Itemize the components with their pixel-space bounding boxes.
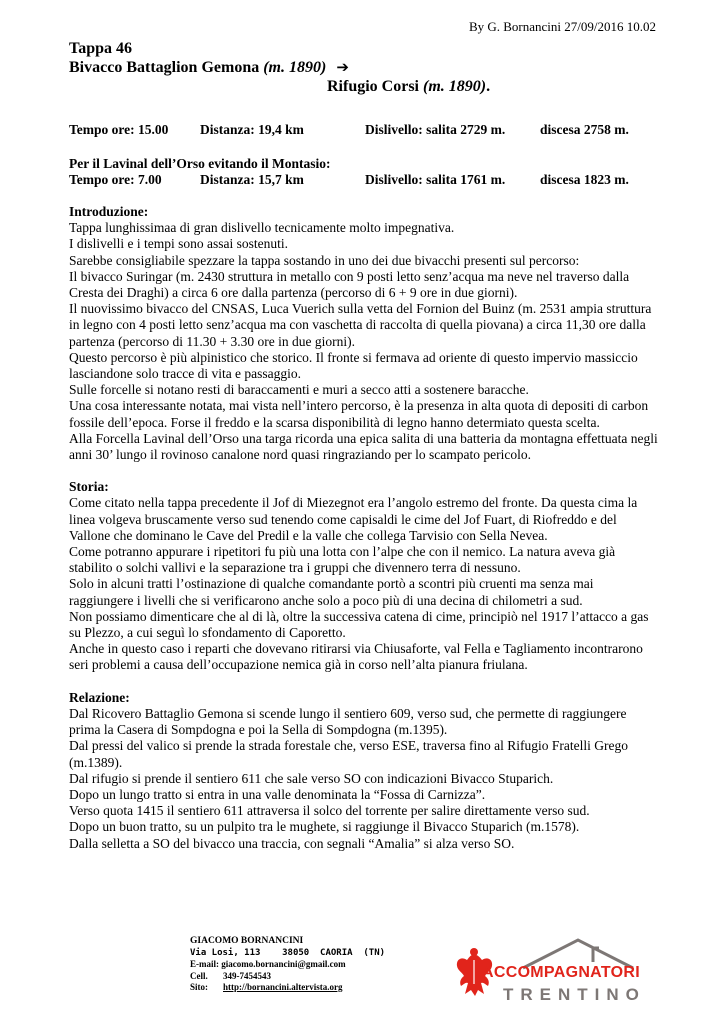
stage-end: Rifugio Corsi (m. 1890). <box>327 78 491 95</box>
paragraph: Sarebbe consigliabile spezzare la tappa sostando in uno dei due bivacchi presenti sul percorso: <box>69 252 580 268</box>
paragraph: Sulle forcelle si notano resti di baraccamenti e muri a secco atti a sostenere baracche. <box>69 382 529 398</box>
paragraph: Dal pressi del valico si prende la strada forestale che, verso ESE, traversa fino al Rifugio Fratelli Grego (m.1389). <box>69 738 628 770</box>
accompagnatori-trentino-logo <box>453 938 646 1008</box>
paragraph: Il nuovissimo bivacco del CNSAS, Luca Vuerich sulla vetta del Fornion del Buinz (m. 2531 ampia struttura in legno con 4 posti letto senz’acqua ma con vaschetta di raccolta di quella piovana) a circa 11,30 ore dalla partenza (percorso di 11.30 + 3.30 ore in due giorni). <box>69 301 652 349</box>
section-heading-introduzione: Introduzione: <box>69 204 149 219</box>
stats-main <box>69 122 669 138</box>
arrow-right-icon: ➔ <box>336 58 349 76</box>
logo-text-trentino: TRENTINO <box>503 985 646 1004</box>
site-label: Sito: <box>190 982 208 992</box>
author-name: GIACOMO BORNANCINI <box>190 936 304 946</box>
start-altitude: (m. 1890) <box>263 59 327 76</box>
stat-distance: Distanza: 19,4 km <box>200 122 304 137</box>
title-block <box>69 39 669 96</box>
stat-time: Tempo ore: 15.00 <box>69 122 169 137</box>
stat-alt-descent: discesa 1823 m. <box>540 172 629 187</box>
stats-alt-intro: Per il Lavinal dell’Orso evitando il Montasio: <box>69 156 331 171</box>
footer-contact <box>190 936 385 994</box>
body-text <box>69 204 659 852</box>
logo-text-accompagnatori: ACCOMPAGNATORI <box>482 964 640 981</box>
paragraph: Dal Ricovero Battaglio Gemona si scende lungo il sentiero 609, verso sud, che permette di raggiungere prima la Casera di Sompdogna e poi la Sella di Sompdogna (m.1395). <box>69 705 627 738</box>
paragraph: Verso quota 1415 il sentiero 611 attraversa il solco del torrente per salire direttamente verso sud. <box>69 803 590 819</box>
stats-alt <box>69 156 669 188</box>
paragraph: Una cosa interessante notata, mai vista nell’intero percorso, è la presenza in alta quota di depositi di carbon fossile dell’epoca. Forse il freddo e la scarsa disponibilità di legno hanno determiato questa scelta. <box>69 398 649 430</box>
stat-climb: Dislivello: salita 2729 m. <box>365 122 506 137</box>
stage-number: Tappa 46 <box>69 40 132 57</box>
stat-alt-climb: Dislivello: salita 1761 m. <box>365 172 506 187</box>
paragraph: Tappa lunghissimaa di gran dislivello tecnicamente molto impegnativa. <box>69 220 455 236</box>
author-site-link[interactable]: http://bornancini.altervista.org <box>223 982 343 992</box>
author-cell: 349-7454543 <box>223 970 271 981</box>
cell-label: Cell. <box>190 970 208 981</box>
stat-descent: discesa 2758 m. <box>540 122 629 137</box>
paragraph: Dopo un lungo tratto si entra in una valle denominata la “Fossa di Carnizza”. <box>69 786 486 802</box>
paragraph: Come potranno appurare i ripetitori fu più una lotta con l’alpe che con il nemico. La natura aveva già stabilito o solchi vallivi e la separazione tra i gruppi che divennero terra di nessuno. <box>69 544 616 576</box>
stat-alt-distance: Distanza: 15,7 km <box>200 172 304 187</box>
paragraph: Non possiamo dimenticare che al di là, oltre la successiva catena di cime, principiò nel 1917 l’attacco a gas su Plezzo, a cui seguì lo sfondamento di Caporetto. <box>69 608 649 641</box>
author-email: E-mail: giacomo.bornancini@gmail.com <box>190 959 346 969</box>
paragraph: Il bivacco Suringar (m. 2430 struttura in metallo con 9 posti letto senz’acqua ma neve nel traverso dalla Cresta dei Draghi) a circa 6 ore dalla partenza (percorso di 6 + 9 ore in due giorni). <box>69 268 630 301</box>
paragraph: Come citato nella tappa precedente il Jof di Miezegnot era l’angolo estremo del fronte. Da questa cima la linea volgeva bruscamente verso sud tenendo come capisaldi le cime del Jof Fuart, di Riofreddo e del Vallone che dominano le Cave del Predil e la valle che collega Tarvisio con Sella Nevea. <box>69 495 638 543</box>
stat-alt-time: Tempo ore: 7.00 <box>69 172 162 187</box>
paragraph: Alla Forcella Lavinal dell’Orso una targa ricorda una epica salita di una batteria da montagna effettuata negli anni 30’ lungo il rovinoso canalone nord quasi ringraziando per lo scampato pericolo. <box>69 430 658 463</box>
end-altitude: (m. 1890) <box>423 78 487 95</box>
paragraph: Anche in questo caso i reparti che dovevano ritirarsi via Chiusaforte, val Fella e Tagliamento incontrarono seri problemi a causa dell’occupazione nemica già in corso nell’alta pianura friulana. <box>69 641 643 673</box>
section-heading-relazione: Relazione: <box>69 689 130 705</box>
byline: By G. Bornancini 27/09/2016 10.02 <box>468 19 656 34</box>
paragraph: I dislivelli e i tempi sono assai sostenuti. <box>69 236 288 252</box>
author-address: Via Losi, 113 38050 CAORIA (TN) <box>190 947 386 958</box>
paragraph: Solo in alcuni tratti l’ostinazione di qualche comandante portò a scontri più cruenti ma senza mai raggiungere i livelli che si verificarono anche solo a poco più di una decina di chilometri a sud. <box>69 576 594 608</box>
paragraph: Dalla selletta a SO del bivacco una traccia, con segnali “Amalia” si alza verso SO. <box>69 835 515 851</box>
paragraph: Questo percorso è più alpinistico che storico. Il fronte si fermava ad oriente di questo impervio massiccio lasciandone solo tracce di vita e passaggio. <box>69 349 638 382</box>
section-heading-storia: Storia: <box>69 479 109 495</box>
end-name: Rifugio Corsi <box>327 78 423 95</box>
paragraph: Dal rifugio si prende il sentiero 611 che sale verso SO con indicazioni Bivacco Stuparich. <box>69 770 554 786</box>
start-name: Bivacco Battaglion Gemona <box>69 59 264 76</box>
stage-start <box>69 58 669 77</box>
paragraph: Dopo un buon tratto, su un pulpito tra le mughete, si raggiunge il Bivacco Stuparich (m.1578). <box>69 819 580 835</box>
